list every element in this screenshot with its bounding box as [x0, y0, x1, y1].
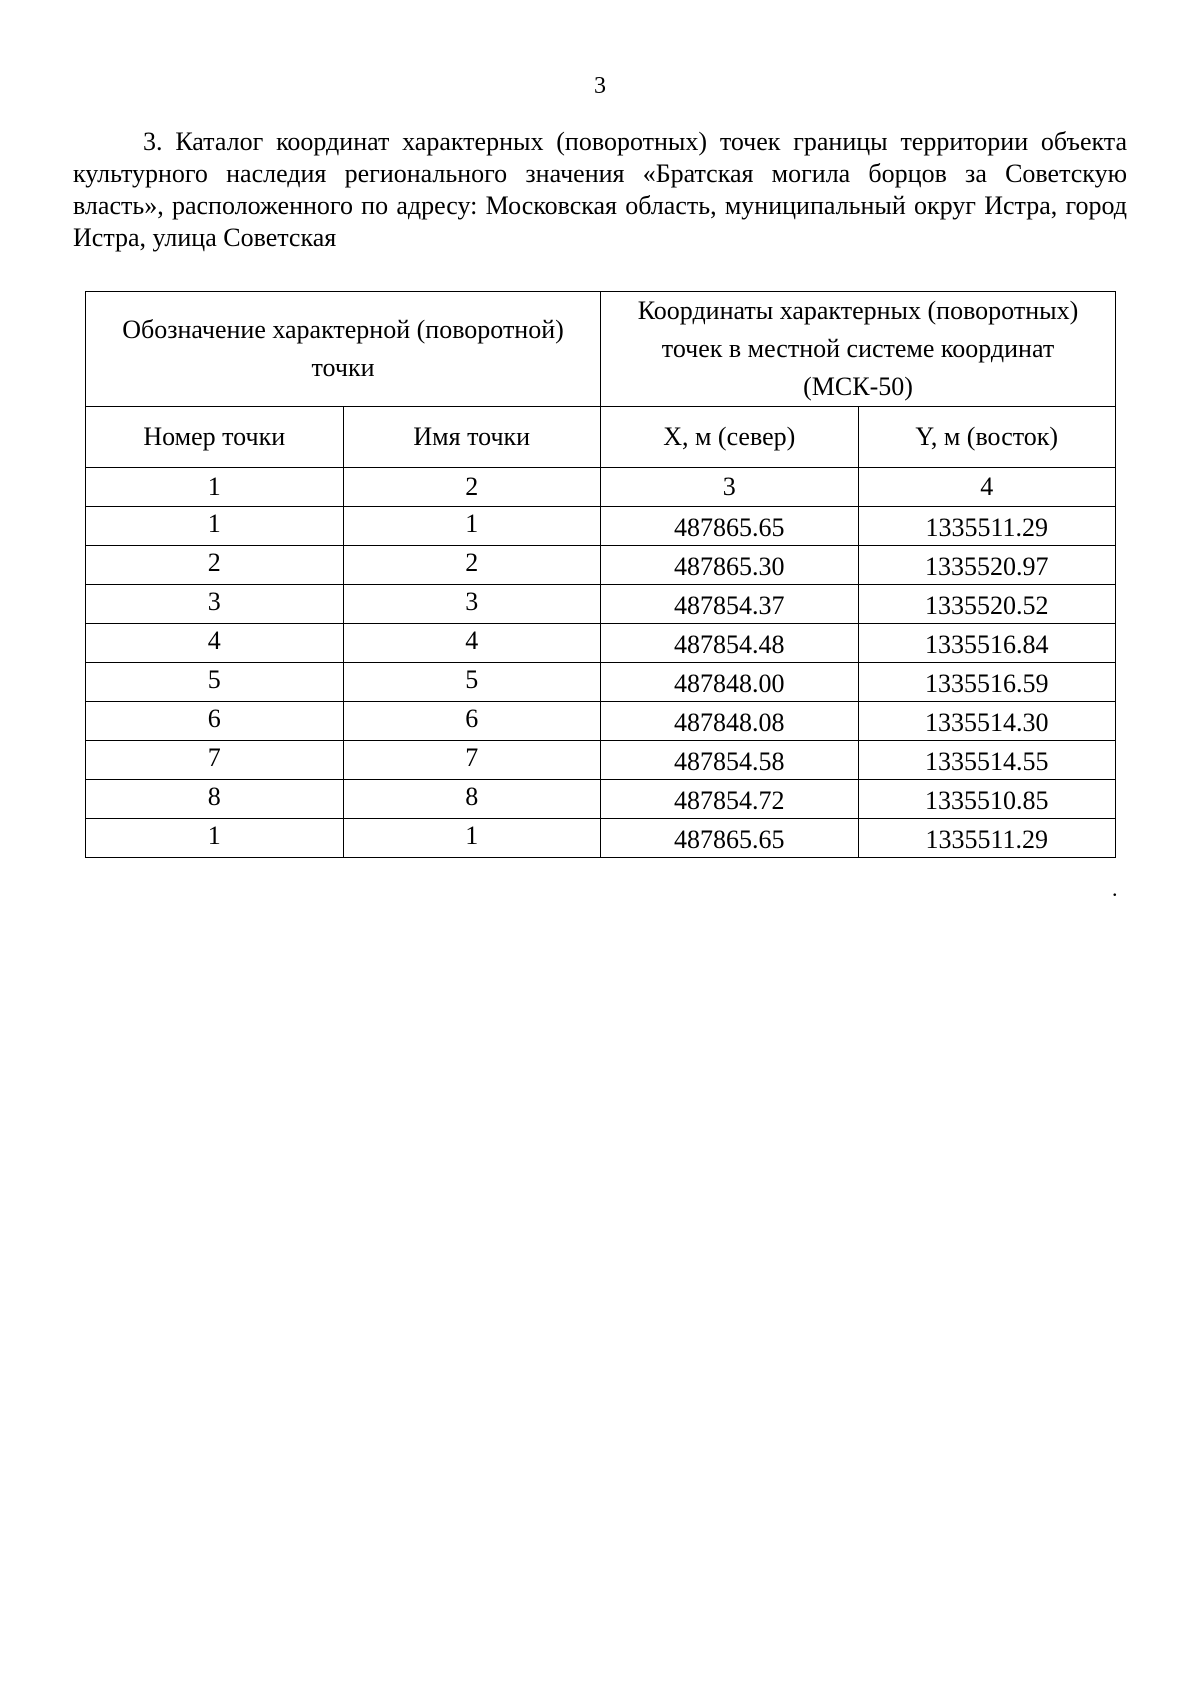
cell-x: 487854.72 [601, 780, 859, 819]
table-header-group-row [86, 292, 1116, 407]
cell-point-name: 7 [343, 741, 601, 780]
table-row [86, 507, 1116, 546]
cell-y: 1335516.59 [858, 663, 1116, 702]
cell-point-number: 6 [86, 702, 344, 741]
cell-x: 487865.65 [601, 819, 859, 858]
catalog-intro-paragraph: 3. Каталог координат характерных (поворотных) точек границы территории объекта культурного наследия регионального значения «Братская могила борцов за Советскую власть», расположенного по адресу: Московская область, муниципальный округ Истра, город Истра, улица Советская [73, 127, 1127, 252]
cell-y: 1335514.30 [858, 702, 1116, 741]
cell-y: 1335520.97 [858, 546, 1116, 585]
header-y-east: Y, м (восток) [858, 407, 1116, 468]
header-point-name: Имя точки [343, 407, 601, 468]
cell-x: 487854.48 [601, 624, 859, 663]
cell-y: 1335510.85 [858, 780, 1116, 819]
cell-y: 1335520.52 [858, 585, 1116, 624]
cell-point-name: 6 [343, 702, 601, 741]
cell-point-name: 1 [343, 507, 601, 546]
cell-x: 487848.00 [601, 663, 859, 702]
cell-point-number: 1 [86, 819, 344, 858]
cell-point-number: 8 [86, 780, 344, 819]
cell-y: 1335511.29 [858, 507, 1116, 546]
table-row [86, 741, 1116, 780]
cell-point-number: 3 [86, 585, 344, 624]
cell-point-name: 4 [343, 624, 601, 663]
table-row [86, 546, 1116, 585]
cell-point-number: 5 [86, 663, 344, 702]
table-row [86, 663, 1116, 702]
cell-y: 1335516.84 [858, 624, 1116, 663]
cell-point-name: 8 [343, 780, 601, 819]
header-coordinates: Координаты характерных (поворотных) точек в местной системе координат (МСК-50) [601, 292, 1116, 407]
column-number: 2 [343, 468, 601, 507]
table-row [86, 624, 1116, 663]
table-header-columns-row [86, 407, 1116, 468]
column-number: 1 [86, 468, 344, 507]
cell-x: 487854.37 [601, 585, 859, 624]
cell-point-number: 7 [86, 741, 344, 780]
cell-y: 1335514.55 [858, 741, 1116, 780]
cell-point-number: 2 [86, 546, 344, 585]
cell-y: 1335511.29 [858, 819, 1116, 858]
trailing-period: . [1112, 876, 1118, 901]
table-row [86, 585, 1116, 624]
page-number: 3 [594, 73, 606, 99]
table-row [86, 702, 1116, 741]
cell-point-name: 5 [343, 663, 601, 702]
column-number: 3 [601, 468, 859, 507]
cell-x: 487854.58 [601, 741, 859, 780]
cell-x: 487865.30 [601, 546, 859, 585]
cell-point-number: 1 [86, 507, 344, 546]
header-point-designation: Обозначение характерной (поворотной) точки [86, 292, 601, 407]
cell-point-name: 3 [343, 585, 601, 624]
coordinates-table [85, 291, 1116, 858]
column-number: 4 [858, 468, 1116, 507]
cell-x: 487848.08 [601, 702, 859, 741]
cell-point-name: 1 [343, 819, 601, 858]
header-x-north: X, м (север) [601, 407, 859, 468]
cell-point-number: 4 [86, 624, 344, 663]
table-row [86, 780, 1116, 819]
table-row [86, 819, 1116, 858]
header-point-number: Номер точки [86, 407, 344, 468]
column-numbers-row [86, 468, 1116, 507]
cell-x: 487865.65 [601, 507, 859, 546]
cell-point-name: 2 [343, 546, 601, 585]
